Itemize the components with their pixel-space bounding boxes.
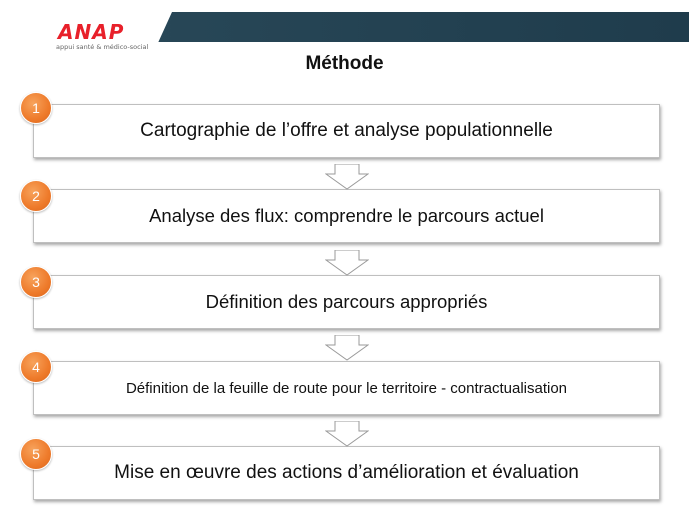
page-title: Méthode: [305, 53, 384, 74]
down-arrow-icon: [325, 421, 369, 447]
step-5-number-badge: 5: [20, 438, 52, 470]
logo: ANAP: [58, 20, 125, 44]
step-4-box: [33, 361, 660, 415]
step-1-number-badge: 1: [20, 92, 52, 124]
step-3-label: Définition des parcours appropriés: [205, 291, 488, 312]
step-5-box: [33, 446, 660, 500]
down-arrow-icon: [325, 335, 369, 361]
step-1-box: [33, 104, 660, 158]
down-arrow-icon: [325, 250, 369, 276]
step-1-label: Cartographie de l’offre et analyse populationnelle: [140, 120, 553, 141]
step-2-number-badge: 2: [20, 180, 52, 212]
step-3-number-badge: 3: [20, 266, 52, 298]
step-3-box: [33, 275, 660, 329]
logo-tagline: appui santé & médico-social: [56, 43, 149, 51]
step-4-label: Définition de la feuille de route pour le territoire - contractualisation: [125, 379, 568, 397]
step-5-label: Mise en œuvre des actions d’amélioration et évaluation: [114, 462, 579, 483]
step-2-label: Analyse des flux: comprendre le parcours actuel: [149, 205, 544, 226]
step-4-number-badge: 4: [20, 351, 52, 383]
down-arrow-icon: [325, 164, 369, 190]
step-2-box: [33, 189, 660, 243]
